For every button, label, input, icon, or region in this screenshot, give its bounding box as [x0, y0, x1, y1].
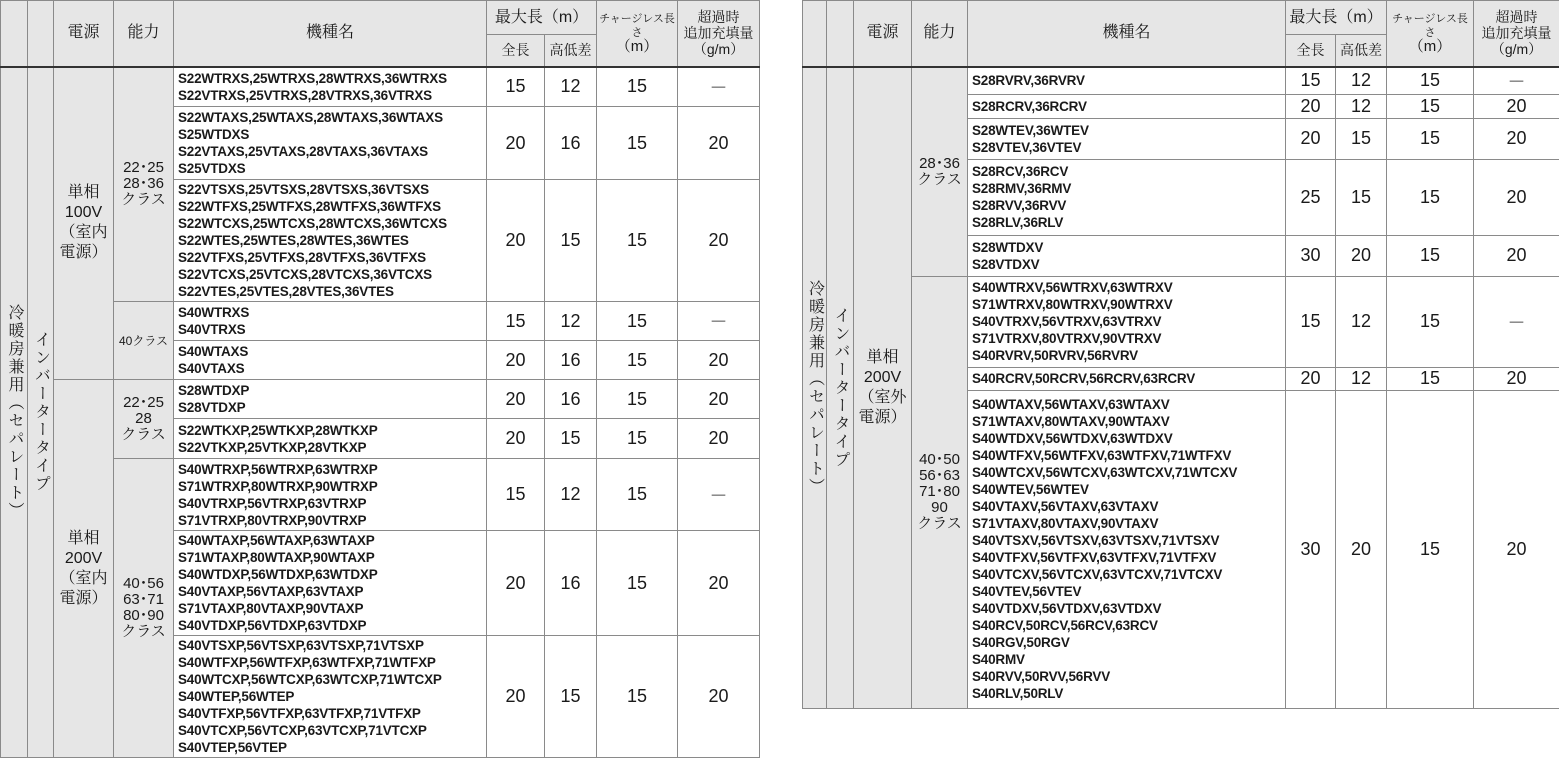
extra-charge-cell: 20 — [678, 636, 760, 758]
chargeless-cell: 15 — [1387, 367, 1474, 390]
model-cell: S28WTEV,36WTEV S28VTEV,36VTEV — [968, 118, 1286, 159]
header-blank — [1, 1, 28, 67]
header-extra-charge — [678, 1, 760, 67]
total-length-cell: 15 — [487, 67, 545, 107]
header-chargeless-label: チャージレス長さ — [1392, 13, 1468, 39]
chargeless-cell: 15 — [1387, 276, 1474, 367]
header-chargeless-label: チャージレス長さ — [599, 13, 675, 39]
height-diff-cell: 12 — [1336, 276, 1387, 367]
extra-charge-cell: 20 — [678, 180, 760, 302]
capacity-cell — [114, 380, 174, 459]
header-extra-charge — [1474, 1, 1559, 67]
extra-charge-cell: － — [678, 67, 760, 107]
chargeless-cell: 15 — [597, 380, 678, 419]
model-cell: S40WTAXP,56WTAXP,63WTAXP S71WTAXP,80WTAXP,90WTAXP S40WTDXP,56WTDXP,63WTDXP S40VTAXP,56VTAXP,63VTAXP S71VTAXP,80VTAXP,90VTAXP S40VTDXP,56VTDXP,63VTDXP — [174, 531, 487, 636]
power-200v: 単相 200V （室内 電源） — [59, 530, 107, 607]
header-chargeless-unit: （m） — [616, 38, 659, 55]
total-length-cell: 15 — [1286, 276, 1336, 367]
piping-spec-table-right — [802, 0, 1559, 709]
header-extra-charge-line1: 超過時 — [1496, 9, 1538, 25]
header-power: 電源 — [54, 1, 114, 67]
total-length-cell: 20 — [487, 531, 545, 636]
extra-charge-cell: 20 — [678, 107, 760, 180]
height-diff-cell: 16 — [545, 380, 597, 419]
extra-charge-cell: 20 — [678, 419, 760, 459]
height-diff-cell: 12 — [1336, 94, 1387, 118]
height-diff-cell: 12 — [1336, 67, 1387, 95]
height-diff-cell: 15 — [545, 636, 597, 758]
capacity-label: 40･56 63･71 80･90 クラス — [121, 575, 166, 640]
extra-charge-cell: － — [678, 459, 760, 531]
power-100v: 単相 100V （室内 電源） — [59, 184, 107, 261]
header-chargeless — [1387, 1, 1474, 67]
model-cell: S22VTSXS,25VTSXS,28VTSXS,36VTSXS S22WTFXS,25WTFXS,28WTFXS,36WTFXS S22WTCXS,25WTCXS,28WTCXS,36WTCXS S22WTES,25WTES,28WTES,36WTES S22VTFXS,25VTFXS,28VTFXS,36VTFXS S22VTCXS,25VTCXS,28VTCXS,36VTCXS S22VTES,25VTES,28VTES,36VTES — [174, 180, 487, 302]
total-length-cell: 20 — [487, 341, 545, 380]
total-length-cell: 20 — [1286, 118, 1336, 159]
model-cell: S28WTDXP S28VTDXP — [174, 380, 487, 419]
chargeless-cell: 15 — [1387, 390, 1474, 708]
header-model: 機種名 — [968, 1, 1286, 67]
model-cell: S40RCRV,50RCRV,56RCRV,63RCRV — [968, 367, 1286, 390]
height-diff-cell: 12 — [545, 67, 597, 107]
total-length-cell: 30 — [1286, 235, 1336, 276]
power-200v: 単相 200V （室外 電源） — [858, 349, 906, 426]
header-extra-charge-line1: 超過時 — [698, 9, 740, 25]
model-cell: S40WTRXS S40VTRXS — [174, 302, 487, 341]
height-diff-cell: 15 — [1336, 159, 1387, 235]
capacity-cell — [912, 67, 968, 277]
model-cell: S22WTRXS,25WTRXS,28WTRXS,36WTRXS S22VTRXS,25VTRXS,28VTRXS,36VTRXS — [174, 67, 487, 107]
total-length-cell: 30 — [1286, 390, 1336, 708]
header-max-length: 最大長（m） — [487, 1, 597, 35]
header-blank — [803, 1, 827, 67]
header-capacity: 能力 — [114, 1, 174, 67]
model-cell: S40WTRXP,56WTRXP,63WTRXP S71WTRXP,80WTRXP,90WTRXP S40VTRXP,56VTRXP,63VTRXP S71VTRXP,80VTRXP,90VTRXP — [174, 459, 487, 531]
chargeless-cell: 15 — [1387, 94, 1474, 118]
header-power: 電源 — [854, 1, 912, 67]
total-length-cell: 15 — [487, 459, 545, 531]
extra-charge-cell: 20 — [1474, 94, 1559, 118]
type-label: 冷暖房兼用（セパレート） — [805, 280, 825, 496]
height-diff-cell: 16 — [545, 341, 597, 380]
total-length-cell: 15 — [1286, 67, 1336, 95]
chargeless-cell: 15 — [597, 180, 678, 302]
chargeless-cell: 15 — [597, 341, 678, 380]
height-diff-cell: 12 — [545, 302, 597, 341]
piping-spec-table-left — [0, 0, 759, 758]
model-cell: S40WTAXV,56WTAXV,63WTAXV S71WTAXV,80WTAXV,90WTAXV S40WTDXV,56WTDXV,63WTDXV S40WTFXV,56WTFXV,63WTFXV,71WTFXV S40WTCXV,56WTCXV,63WTCXV,71WTCXV S40WTEV,56WTEV S40VTAXV,56VTAXV,63VTAXV S71VTAXV,80VTAXV,90VTAXV S40VTSXV,56VTSXV,63VTSXV,71VTSXV S40VTFXV,56VTFXV,63VTFXV,71VTFXV S40VTCXV,56VTCXV,63VTCXV,71VTCXV S40VTEV,56VTEV S40VTDXV,56VTDXV,63VTDXV S40RCV,50RCV,56RCV,63RCV S40RGV,50RGV S40RMV S40RVV,50RVV,56RVV S40RLV,50RLV — [968, 390, 1286, 708]
capacity-cell — [114, 67, 174, 302]
inverter-label: インバータータイプ — [830, 307, 850, 469]
extra-charge-cell: － — [1474, 67, 1559, 95]
type-label-cell — [1, 67, 28, 758]
power-200v-cell — [54, 380, 114, 758]
model-cell: S40VTSXP,56VTSXP,63VTSXP,71VTSXP S40WTFXP,56WTFXP,63WTFXP,71WTFXP S40WTCXP,56WTCXP,63WTCXP,71WTCXP S40WTEP,56WTEP S40VTFXP,56VTFXP,63VTFXP,71VTFXP S40VTCXP,56VTCXP,63VTCXP,71VTCXP S40VTEP,56VTEP — [174, 636, 487, 758]
model-cell: S28RVRV,36RVRV — [968, 67, 1286, 95]
power-100v-cell — [54, 67, 114, 380]
total-length-cell: 20 — [487, 180, 545, 302]
total-length-cell: 20 — [1286, 94, 1336, 118]
model-cell: S28WTDXV S28VTDXV — [968, 235, 1286, 276]
header-height-diff: 高低差 — [545, 35, 597, 67]
height-diff-cell: 12 — [545, 459, 597, 531]
capacity-cell — [114, 459, 174, 758]
capacity-cell — [114, 302, 174, 380]
model-cell: S28RCV,36RCV S28RMV,36RMV S28RVV,36RVV S28RLV,36RLV — [968, 159, 1286, 235]
header-total-length: 全長 — [1286, 35, 1336, 67]
header-height-diff: 高低差 — [1336, 35, 1387, 67]
extra-charge-cell: 20 — [1474, 390, 1559, 708]
extra-charge-cell: － — [678, 302, 760, 341]
extra-charge-cell: 20 — [1474, 118, 1559, 159]
model-cell: S28RCRV,36RCRV — [968, 94, 1286, 118]
header-extra-charge-unit: （g/m） — [693, 41, 744, 57]
extra-charge-cell: 20 — [678, 531, 760, 636]
capacity-cell — [912, 276, 968, 708]
capacity-label: 22･25 28 クラス — [121, 394, 166, 443]
model-cell: S22WTAXS,25WTAXS,28WTAXS,36WTAXS S25WTDXS S22VTAXS,25VTAXS,28VTAXS,36VTAXS S25VTDXS — [174, 107, 487, 180]
header-extra-charge-unit: （g/m） — [1491, 41, 1542, 57]
chargeless-cell: 15 — [597, 419, 678, 459]
chargeless-cell: 15 — [1387, 159, 1474, 235]
header-blank — [827, 1, 854, 67]
total-length-cell: 15 — [487, 302, 545, 341]
extra-charge-cell: 20 — [1474, 159, 1559, 235]
total-length-cell: 20 — [487, 419, 545, 459]
chargeless-cell: 15 — [597, 67, 678, 107]
total-length-cell: 20 — [487, 107, 545, 180]
model-cell: S40WTAXS S40VTAXS — [174, 341, 487, 380]
inverter-label-cell — [28, 67, 54, 758]
chargeless-cell: 15 — [597, 531, 678, 636]
header-chargeless-unit: （m） — [1409, 38, 1452, 55]
total-length-cell: 20 — [487, 380, 545, 419]
header-chargeless — [597, 1, 678, 67]
total-length-cell: 20 — [1286, 367, 1336, 390]
chargeless-cell: 15 — [597, 459, 678, 531]
chargeless-cell: 15 — [597, 302, 678, 341]
header-total-length: 全長 — [487, 35, 545, 67]
extra-charge-cell: 20 — [678, 380, 760, 419]
total-length-cell: 20 — [487, 636, 545, 758]
chargeless-cell: 15 — [597, 107, 678, 180]
total-length-cell: 25 — [1286, 159, 1336, 235]
model-cell: S22WTKXP,25WTKXP,28WTKXP S22VTKXP,25VTKXP,28VTKXP — [174, 419, 487, 459]
chargeless-cell: 15 — [1387, 235, 1474, 276]
header-extra-charge-line2: 追加充填量 — [1482, 25, 1552, 41]
capacity-label: 28･36 クラス — [917, 155, 962, 188]
height-diff-cell: 16 — [545, 531, 597, 636]
height-diff-cell: 12 — [1336, 367, 1387, 390]
chargeless-cell: 15 — [1387, 67, 1474, 95]
header-model: 機種名 — [174, 1, 487, 67]
height-diff-cell: 20 — [1336, 390, 1387, 708]
chargeless-cell: 15 — [597, 636, 678, 758]
capacity-label: 40クラス — [119, 334, 168, 348]
extra-charge-cell: 20 — [1474, 367, 1559, 390]
model-cell: S40WTRXV,56WTRXV,63WTRXV S71WTRXV,80WTRXV,90WTRXV S40VTRXV,56VTRXV,63VTRXV S71VTRXV,80VTRXV,90VTRXV S40RVRV,50RVRV,56RVRV — [968, 276, 1286, 367]
height-diff-cell: 15 — [545, 419, 597, 459]
extra-charge-cell: 20 — [678, 341, 760, 380]
capacity-label: 22･25 28･36 クラス — [121, 159, 166, 208]
header-max-length: 最大長（m） — [1286, 1, 1387, 35]
height-diff-cell: 15 — [1336, 118, 1387, 159]
inverter-label: インバータータイプ — [31, 331, 51, 493]
height-diff-cell: 16 — [545, 107, 597, 180]
height-diff-cell: 15 — [545, 180, 597, 302]
type-label: 冷暖房兼用（セパレート） — [4, 304, 24, 520]
header-blank — [28, 1, 54, 67]
capacity-label: 40･50 56･63 71･80 90 クラス — [917, 451, 962, 532]
extra-charge-cell: 20 — [1474, 235, 1559, 276]
power-200v-cell — [854, 67, 912, 709]
type-label-cell — [803, 67, 827, 709]
inverter-label-cell — [827, 67, 854, 709]
chargeless-cell: 15 — [1387, 118, 1474, 159]
extra-charge-cell: － — [1474, 276, 1559, 367]
header-capacity: 能力 — [912, 1, 968, 67]
height-diff-cell: 20 — [1336, 235, 1387, 276]
header-extra-charge-line2: 追加充填量 — [684, 25, 754, 41]
